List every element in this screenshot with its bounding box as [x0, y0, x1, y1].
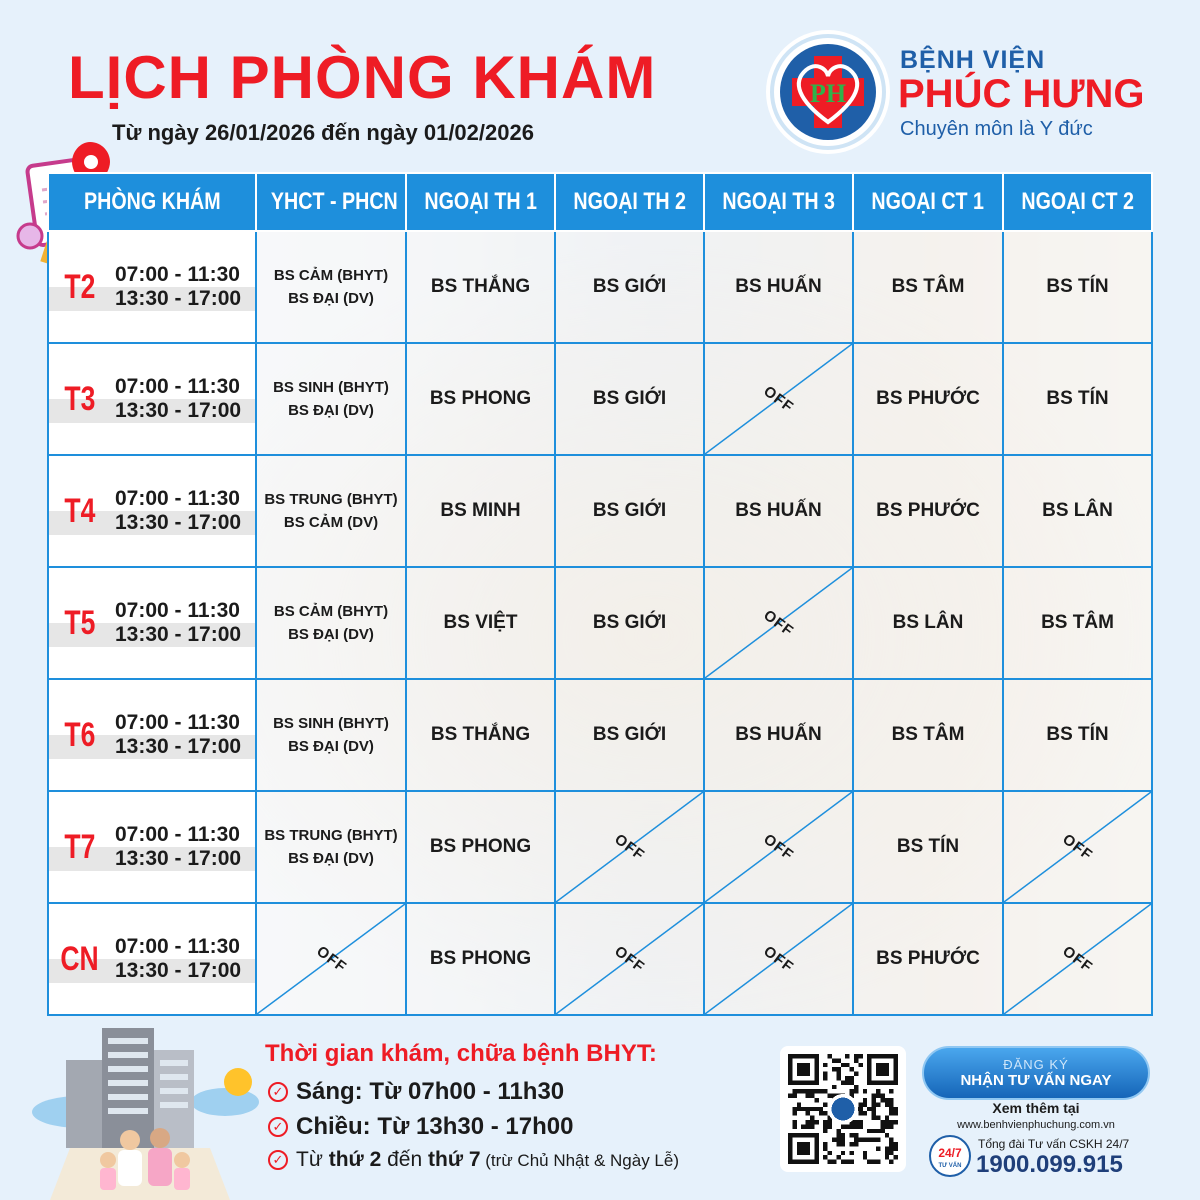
- day-cell: [48, 343, 256, 455]
- days-from: thứ 2: [328, 1148, 382, 1171]
- days-to: thứ 7: [428, 1148, 481, 1171]
- doctor-name: BS HUẤN: [735, 500, 822, 521]
- col-header-label: NGOẠI CT 2: [1021, 188, 1134, 215]
- brand-name: PHÚC HƯNG: [898, 72, 1145, 116]
- logo-letters: PH: [809, 79, 847, 108]
- time-slots: [111, 935, 255, 983]
- morning-slot: 07:00 - 11:30: [111, 375, 255, 399]
- qr-code-icon: [788, 1054, 898, 1164]
- doctor-cell: [256, 791, 406, 903]
- col-header-label: NGOẠI TH 1: [424, 188, 537, 215]
- col-header-label: NGOẠI TH 2: [573, 188, 686, 215]
- off-label: OFF: [1059, 942, 1096, 977]
- doctor-cell: [704, 231, 853, 343]
- day-wrap: [49, 599, 255, 647]
- doctor-name: BS SINH (BHYT): [273, 715, 389, 732]
- morning-slot: 07:00 - 11:30: [111, 263, 255, 287]
- day-label-text: T7: [64, 827, 96, 866]
- hospital-logo: [770, 34, 886, 150]
- day-label-text: T6: [64, 715, 96, 754]
- doctor-name: BS VIỆT: [443, 612, 518, 633]
- support-247-icon: [928, 1134, 972, 1178]
- day-wrap: [49, 823, 255, 871]
- doctor-name: BS GIỚI: [592, 612, 667, 633]
- afternoon-slot: 13:30 - 17:00: [111, 847, 255, 871]
- col-header: [48, 173, 256, 231]
- doctor-cell: [853, 903, 1003, 1015]
- doctor-name: BS ĐẠI (DV): [288, 626, 374, 643]
- afternoon-slot: 13:30 - 17:00: [111, 735, 255, 759]
- afternoon-slot: 13:30 - 17:00: [111, 959, 255, 983]
- doctor-name: BS THẮNG: [430, 724, 531, 745]
- off-label: OFF: [611, 942, 648, 977]
- schedule-row: [48, 567, 1152, 679]
- col-header-label: PHÒNG KHÁM: [83, 188, 221, 215]
- doctor-cell: [256, 343, 406, 455]
- off-cell: [704, 567, 853, 679]
- day-label-text: T5: [64, 603, 96, 642]
- doctor-name: BS TÂM: [1041, 612, 1114, 633]
- bhyt-afternoon-text: Chiều: Từ 13h30 - 17h00: [296, 1113, 574, 1140]
- doctor-cell: [853, 455, 1003, 567]
- day-wrap: [49, 263, 255, 311]
- brand-line1: BỆNH VIỆN: [900, 46, 1046, 74]
- hotline-number[interactable]: 1900.099.915: [976, 1151, 1123, 1178]
- schedule-row: [48, 343, 1152, 455]
- morning-slot: 07:00 - 11:30: [111, 711, 255, 735]
- doctor-name: BS LÂN: [892, 612, 964, 633]
- day-wrap: [49, 375, 255, 423]
- doctor-cell: [853, 231, 1003, 343]
- off-cell: [1003, 791, 1152, 903]
- doctor-name: BS PHƯỚC: [876, 948, 980, 969]
- days-mid: đến: [381, 1148, 428, 1171]
- doctor-cell: [406, 567, 555, 679]
- doctor-cell: [704, 679, 853, 791]
- doctor-name: BS ĐẠI (DV): [288, 402, 374, 419]
- col-header: [704, 173, 853, 231]
- register-consult-button[interactable]: [922, 1046, 1150, 1100]
- doctor-name: BS GIỚI: [592, 724, 667, 745]
- doctor-cell: [555, 679, 704, 791]
- time-slots: [111, 263, 255, 311]
- badge-247-text: 24/7: [938, 1146, 962, 1160]
- doctor-name: BS GIỚI: [592, 276, 667, 297]
- off-label: OFF: [760, 382, 797, 417]
- time-slots: [111, 823, 255, 871]
- col-header: [1003, 173, 1152, 231]
- schedule-table: [47, 172, 1153, 1016]
- doctor-name: BS MINH: [440, 500, 521, 521]
- doctor-cell: [853, 567, 1003, 679]
- doctor-cell: [406, 343, 555, 455]
- doctor-name: BS TÍN: [1046, 388, 1109, 409]
- website-link[interactable]: www.benhvienphuchung.com.vn: [957, 1119, 1115, 1131]
- day-wrap: [49, 711, 255, 759]
- doctor-name: BS ĐẠI (DV): [288, 738, 374, 755]
- doctor-cell: [406, 791, 555, 903]
- col-header-label: NGOẠI TH 3: [722, 188, 835, 215]
- page-title: LỊCH PHÒNG KHÁM: [68, 44, 657, 111]
- doctor-cell: [256, 679, 406, 791]
- bhyt-days: [268, 1148, 679, 1172]
- day-cell: [48, 231, 256, 343]
- doctor-name: BS PHONG: [429, 948, 532, 969]
- doctor-cell: [555, 455, 704, 567]
- doctor-cell: [1003, 455, 1152, 567]
- doctor-name: BS TÂM: [891, 724, 965, 745]
- doctor-name: BS CẢM (BHYT): [273, 603, 389, 620]
- col-header-label: NGOẠI CT 1: [871, 188, 985, 215]
- logo-emblem-icon: [778, 42, 878, 142]
- day-label-text: T4: [64, 491, 96, 530]
- off-label: OFF: [312, 942, 350, 977]
- doctor-name: BS HUẤN: [735, 276, 822, 297]
- bhyt-days-text: [296, 1148, 679, 1172]
- off-cell: [256, 903, 406, 1015]
- doctor-cell: [1003, 231, 1152, 343]
- doctor-name: BS ĐẠI (DV): [288, 850, 374, 867]
- doctor-name: BS PHONG: [429, 836, 532, 857]
- day-label: [49, 375, 111, 423]
- off-cell: [704, 903, 853, 1015]
- day-wrap: [49, 935, 255, 983]
- brand-slogan: Chuyên môn là Y đức: [900, 118, 1093, 140]
- doctor-name: BS PHONG: [429, 388, 532, 409]
- day-label: [49, 263, 111, 311]
- check-circle-icon: ✓: [268, 1082, 288, 1102]
- doctor-name: BS CẢM (DV): [283, 514, 379, 531]
- day-cell: [48, 455, 256, 567]
- off-cell: [704, 791, 853, 903]
- see-more-label: Xem thêm tại: [992, 1100, 1080, 1116]
- days-prefix: Từ: [296, 1148, 329, 1171]
- doctor-name: BS HUẤN: [735, 724, 822, 745]
- doctor-name: BS TRUNG (BHYT): [264, 491, 398, 508]
- day-label-text: CN: [60, 939, 100, 978]
- cta-small-label: ĐĂNG KÝ: [1003, 1057, 1069, 1072]
- doctor-cell: [1003, 679, 1152, 791]
- doctor-cell: [853, 343, 1003, 455]
- doctor-name: BS PHƯỚC: [876, 388, 980, 409]
- off-label: OFF: [1059, 830, 1096, 865]
- doctor-name: BS TRUNG (BHYT): [264, 827, 398, 844]
- date-range: Từ ngày 26/01/2026 đến ngày 01/02/2026: [112, 120, 534, 145]
- doctor-name: BS GIỚI: [592, 500, 667, 521]
- doctor-cell: [406, 231, 555, 343]
- doctor-cell: [704, 455, 853, 567]
- doctor-cell: [256, 455, 406, 567]
- off-label: OFF: [760, 942, 797, 977]
- doctor-name: BS TÍN: [896, 836, 960, 857]
- doctor-cell: [555, 231, 704, 343]
- schedule-row: [48, 455, 1152, 567]
- time-slots: [111, 487, 255, 535]
- off-label: OFF: [760, 830, 797, 865]
- schedule-row: [48, 679, 1152, 791]
- doctor-name: BS TÍN: [1046, 724, 1109, 745]
- off-cell: [555, 903, 704, 1015]
- doctor-cell: [555, 567, 704, 679]
- schedule-row: [48, 903, 1152, 1015]
- doctor-cell: [406, 455, 555, 567]
- morning-slot: 07:00 - 11:30: [111, 599, 255, 623]
- bhyt-morning: [268, 1078, 564, 1106]
- time-slots: [111, 599, 255, 647]
- time-slots: [111, 711, 255, 759]
- doctor-cell: [256, 231, 406, 343]
- afternoon-slot: 13:30 - 17:00: [111, 623, 255, 647]
- bhyt-hours-title: Thời gian khám, chữa bệnh BHYT:: [265, 1040, 657, 1067]
- day-label: [49, 935, 111, 983]
- check-circle-icon: ✓: [268, 1150, 288, 1170]
- hotline-label: Tổng đài Tư vấn CSKH 24/7: [978, 1137, 1130, 1151]
- schedule-row: [48, 231, 1152, 343]
- doctor-name: BS SINH (BHYT): [273, 379, 389, 396]
- doctor-name: BS PHƯỚC: [876, 500, 980, 521]
- col-header-label: YHCT - PHCN: [270, 188, 398, 215]
- hospital-building-illustration: [10, 1020, 260, 1200]
- doctor-cell: [256, 567, 406, 679]
- doctor-name: BS GIỚI: [592, 388, 667, 409]
- doctor-name: BS ĐẠI (DV): [288, 290, 374, 307]
- afternoon-slot: 13:30 - 17:00: [111, 287, 255, 311]
- off-cell: [1003, 903, 1152, 1015]
- col-header: [555, 173, 704, 231]
- schedule-row: [48, 791, 1152, 903]
- table-header-row: [48, 173, 1152, 231]
- bhyt-afternoon: [268, 1113, 573, 1141]
- doctor-cell: [853, 791, 1003, 903]
- doctor-cell: [406, 679, 555, 791]
- day-cell: [48, 567, 256, 679]
- cta-big-label: NHẬN TƯ VẤN NGAY: [960, 1072, 1112, 1089]
- doctor-name: BS TÂM: [891, 276, 965, 297]
- check-circle-icon: ✓: [268, 1117, 288, 1137]
- day-label-text: T2: [64, 267, 96, 306]
- time-slots: [111, 375, 255, 423]
- doctor-cell: [1003, 343, 1152, 455]
- off-label: OFF: [611, 830, 648, 865]
- day-cell: [48, 903, 256, 1015]
- doctor-name: BS LÂN: [1042, 500, 1113, 521]
- doctor-cell: [555, 343, 704, 455]
- bhyt-morning-text: Sáng: Từ 07h00 - 11h30: [296, 1078, 565, 1105]
- doctor-name: BS THẮNG: [430, 276, 531, 297]
- morning-slot: 07:00 - 11:30: [111, 935, 255, 959]
- day-cell: [48, 791, 256, 903]
- doctor-cell: [406, 903, 555, 1015]
- day-label: [49, 823, 111, 871]
- qr-code[interactable]: [780, 1046, 906, 1172]
- doctor-cell: [853, 679, 1003, 791]
- col-header: [406, 173, 555, 231]
- day-label: [49, 487, 111, 535]
- col-header: [256, 173, 406, 231]
- doctor-name: BS CẢM (BHYT): [273, 267, 389, 284]
- day-label: [49, 599, 111, 647]
- day-label: [49, 711, 111, 759]
- afternoon-slot: 13:30 - 17:00: [111, 511, 255, 535]
- col-header: [853, 173, 1003, 231]
- off-label: OFF: [760, 606, 797, 641]
- days-note: (trừ Chủ Nhật & Ngày Lễ): [480, 1151, 680, 1170]
- badge-sub-text: TƯ VẤN: [938, 1163, 962, 1169]
- morning-slot: 07:00 - 11:30: [111, 823, 255, 847]
- doctor-cell: [1003, 567, 1152, 679]
- doctor-name: BS TÍN: [1046, 276, 1109, 297]
- day-wrap: [49, 487, 255, 535]
- off-cell: [704, 343, 853, 455]
- morning-slot: 07:00 - 11:30: [111, 487, 255, 511]
- day-label-text: T3: [64, 379, 96, 418]
- afternoon-slot: 13:30 - 17:00: [111, 399, 255, 423]
- day-cell: [48, 679, 256, 791]
- off-cell: [555, 791, 704, 903]
